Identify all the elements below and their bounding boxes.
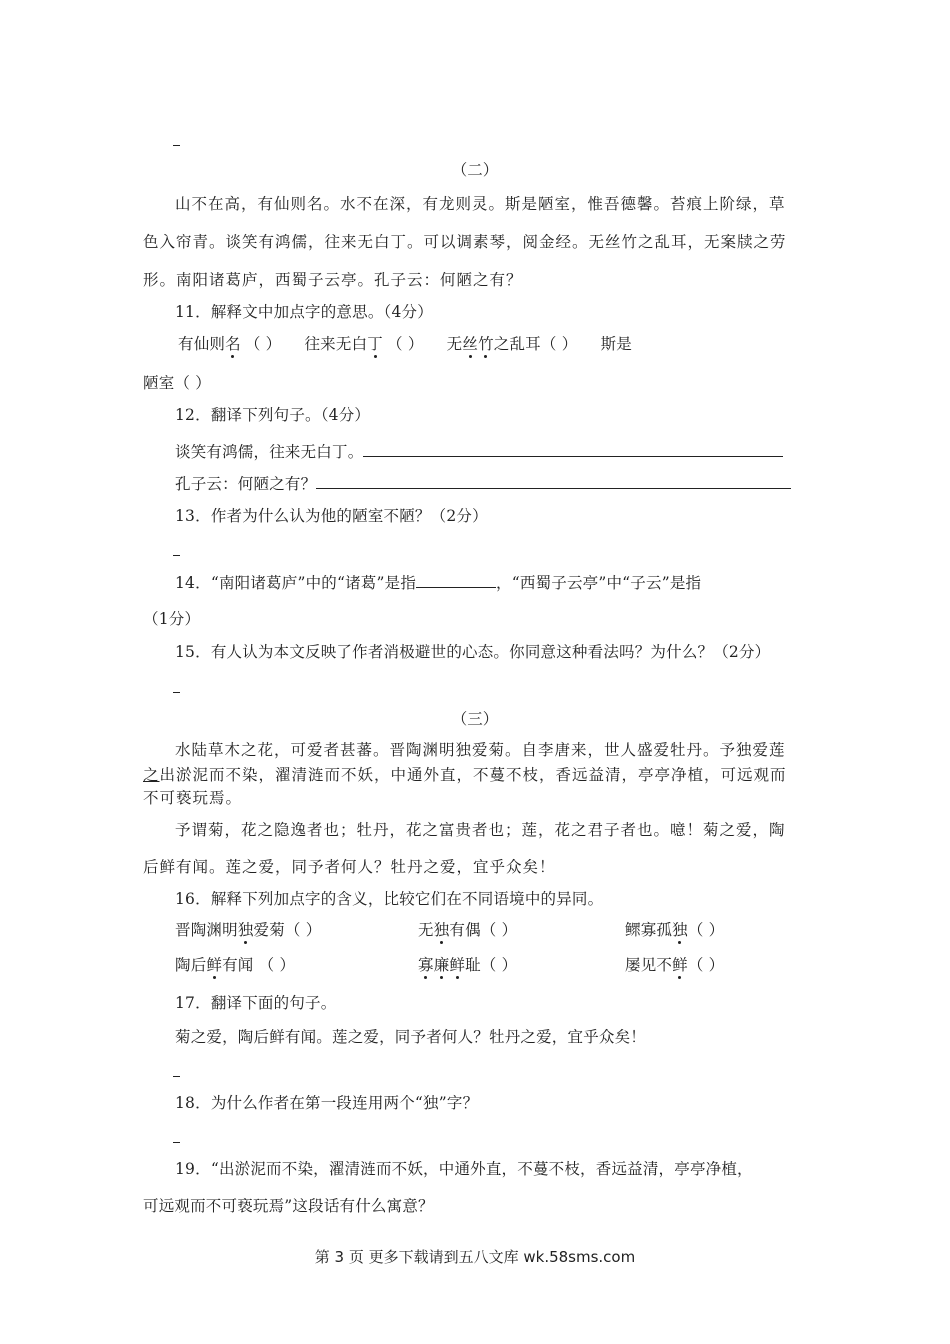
question-12: 12．翻译下列句子。（4分） <box>175 406 371 424</box>
q11-item-4: 陋室（ ） <box>143 374 211 392</box>
q11-items: 有仙则名 （ ） 往来无白丁 （ ） 无丝竹之乱耳（ ） 斯是 <box>178 335 632 353</box>
question-16: 16．解释下列加点字的含义，比较它们在不同语境中的异同。 <box>175 890 604 908</box>
passage-line: 山不在高，有仙则名。水不在深，有龙则灵。斯是陋室，惟吾德馨。苔痕上阶绿，草 <box>175 195 786 213</box>
q17-sentence: 菊之爱，陶后鲜有闻。莲之爱，同予者何人？牡丹之爱，宜乎众矣！ <box>175 1028 647 1046</box>
answer-line[interactable] <box>416 573 496 588</box>
passage-line: 色入帘青。谈笑有鸿儒，往来无白丁。可以调素琴，阅金经。无丝竹之乱耳，无案牍之劳 <box>143 233 787 251</box>
answer-dash <box>173 145 180 146</box>
q16-item: 寡廉鲜耻（ ） <box>418 956 518 974</box>
q16-item: 屡见不鲜（ ） <box>625 956 725 974</box>
passage-line: 予谓菊，花之隐逸者也；牡丹，花之富贵者也；莲，花之君子者也。噫！菊之爱，陶 <box>175 821 786 839</box>
q16-item: 鳏寡孤独（ ） <box>625 921 725 939</box>
q16-item: 陶后鲜有闻 （ ） <box>175 956 296 974</box>
question-14-points: （1分） <box>143 610 201 628</box>
q16-item: 无独有偶（ ） <box>418 921 518 939</box>
answer-dash <box>173 1076 180 1077</box>
question-17: 17．翻译下面的句子。 <box>175 994 337 1012</box>
q12-sentence-1: 谈笑有鸿儒，往来无白丁。 <box>175 442 783 462</box>
question-19: 19．“出淤泥而不染，濯清涟而不妖，中通外直，不蔓不枝，香远益清，亭亭净植， <box>175 1160 753 1178</box>
question-11: 11．解释文中加点字的意思。（4分） <box>175 303 433 321</box>
answer-dash <box>173 692 180 693</box>
passage-line: 之出淤泥而不染，濯清涟而不妖，中通外直，不蔓不枝，香远益清，亭亭净植，可远观而 <box>143 766 787 784</box>
page-footer: 第 3 页 更多下载请到五八文库 wk.58sms.com <box>314 1248 636 1266</box>
question-18: 18．为什么作者在第一段连用两个“独”字？ <box>175 1094 479 1112</box>
question-13: 13．作者为什么认为他的陋室不陋？（2分） <box>175 507 488 525</box>
answer-dash <box>173 1142 180 1143</box>
passage-line: 形。南阳诸葛庐，西蜀子云亭。孔子云：何陋之有？ <box>143 271 523 289</box>
section-title-2: （二） <box>451 161 499 179</box>
question-19-cont: 可远观而不可亵玩焉”这段话有什么寓意？ <box>143 1197 434 1215</box>
question-14: 14．“南阳诸葛庐”中的“诸葛”是指 ，“西蜀子云亭”中“子云”是指 <box>175 574 702 592</box>
answer-line[interactable] <box>316 474 791 489</box>
question-15: 15．有人认为本文反映了作者消极避世的心态。你同意这种看法吗？为什么？（2分） <box>175 643 771 661</box>
passage-line: 水陆草木之花，可爱者甚蕃。晋陶渊明独爱菊。自李唐来，世人盛爱牡丹。予独爱莲 <box>175 741 786 759</box>
section-title-3: （三） <box>451 710 499 728</box>
passage-line: 不可亵玩焉。 <box>143 789 243 807</box>
q16-item: 晋陶渊明独爱菊（ ） <box>175 921 322 939</box>
answer-dash <box>173 555 180 556</box>
q12-sentence-2: 孔子云：何陋之有？ <box>175 474 791 494</box>
answer-line[interactable] <box>363 442 783 457</box>
passage-line: 后鲜有闻。莲之爱，同予者何人？牡丹之爱，宜乎众矣！ <box>143 858 556 876</box>
